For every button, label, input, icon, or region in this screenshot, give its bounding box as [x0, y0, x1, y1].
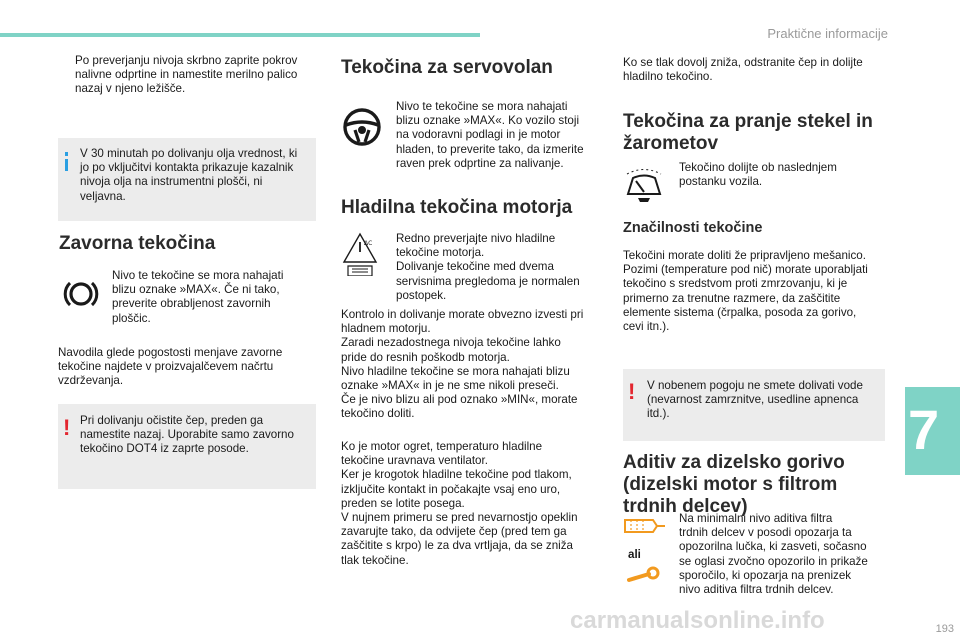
- info-text: V 30 minutah po dolivanju olja vrednost, ki jo po vključitvi kontakta prikazuje kazalnik nivoja olja na instrumentni plošči, ni veljavna.: [80, 147, 298, 203]
- power-steering-text: Nivo te tekočine se mora nahajati blizu oznake »MAX«. Ko vozilo stoji na vodoravni podlagi in je motor hladen, to preverite tako, da izmerite raven prek odprtine za nalivanje.: [396, 100, 584, 170]
- brake-warning-text: Pri dolivanju očistite čep, preden ga namestite nazaj. Uporabite samo zavorno tekočino DOT4 iz zaprte posode.: [80, 414, 294, 456]
- coolant-paragraph-1: Kontrolo in dolivanje morate obvezno izvesti pri hladnem motorju. Zaradi nezadostnega nivoja tekočine lahko pride do resnih poškodb motorja. Nivo hladilne tekočine se mora nahajati blizu oznake »MAX« in je ne sme nikoli preseči. Če je nivo blizu ali pod oznako »MIN«, morate tekočino doliti.: [341, 308, 584, 421]
- coolant-heading: Hladilna tekočina motorja: [341, 197, 573, 218]
- brake-fluid-heading: Zavorna tekočina: [59, 233, 216, 254]
- or-label: ali: [628, 548, 641, 561]
- washer-fluid-text: Tekočino dolijte ob naslednjem postanku vozila.: [679, 161, 837, 189]
- info-icon: [65, 152, 68, 156]
- brake-warning-box: [58, 404, 316, 489]
- coolant-level-icon: [342, 232, 378, 276]
- page-number: 193: [935, 623, 954, 635]
- coolant-paragraph-2: Ko je motor ogret, temperaturo hladilne tekočine uravnava ventilator. Ker je krogotok hladilne tekočine pod tlakom, izključite kontakt in počakajte vsaj eno uro, preden se lotite posega. V nujnem primeru se pred nevarnostjo opeklin zavarujte tako, da odvijete čep (pred tem ga zaščitite s krpo) le za dva vrtljaja, da se zniža tlak tekočine.: [341, 440, 578, 567]
- washer-fluid-heading: Tekočina za pranje stekel in žarometov: [623, 111, 873, 154]
- watermark: carmanualsonline.info: [570, 607, 825, 634]
- wrench-icon: [625, 566, 661, 588]
- warning-icon: !: [628, 379, 636, 404]
- info-box: [58, 138, 316, 221]
- diesel-additive-heading: Aditiv za dizelsko gorivo (dizelski motor s filtrom trdnih delcev): [623, 452, 845, 517]
- page-header-title: Praktične informacije: [767, 26, 888, 41]
- washer-icon: [624, 164, 664, 202]
- coolant-icon-text: Redno preverjajte nivo hladilne tekočine motorja. Dolivanje tekočine med dvema servisnima pregledoma je normalen postopek.: [396, 232, 580, 302]
- steering-wheel-icon: [341, 106, 383, 148]
- fluid-properties-heading: Značilnosti tekočine: [623, 220, 763, 236]
- coolant-continued-text: Ko se tlak dovolj zniža, odstranite čep in dolijte hladilno tekočino.: [623, 56, 863, 84]
- water-warning-box: [623, 369, 885, 441]
- svg-text:ΔC: ΔC: [364, 240, 373, 247]
- chapter-number: 7: [908, 398, 940, 461]
- brake-fluid-text: Nivo te tekočine se mora nahajati blizu oznake »MAX«. Če ni tako, preverite obrabljenost zavornih ploščic.: [112, 269, 284, 325]
- particle-filter-icon: [623, 512, 667, 540]
- bullet-text: Po preverjanju nivoja skrbno zaprite pokrov nalivne odprtine in namestite merilno palico nazaj v njeno ležišče.: [75, 54, 298, 96]
- fluid-properties-text: Tekočini morate doliti že pripravljeno mešanico. Pozimi (temperature pod nič) morate uporabljati tekočino s sredstvom proti zmrzovanju, ki je primerno za trenutne razmere, da zaščitite elemente sistema (črpalka, posoda za gorivo, cevi itn.).: [623, 249, 868, 334]
- brake-warning-icon: [62, 275, 100, 313]
- header-accent-bar: [0, 33, 480, 37]
- power-steering-heading: Tekočina za servovolan: [341, 57, 553, 78]
- brake-fluid-note: Navodila glede pogostosti menjave zavorne tekočine najdete v proizvajalčevem načrtu vzdrževanja.: [58, 346, 283, 388]
- warning-icon: !: [63, 415, 71, 440]
- diesel-additive-text: Na minimalni nivo aditiva filtra trdnih delcev v posodi opozarja ta opozorilna lučka, ki zasveti, sočasno se oglasi zvočno opozorilo in prikaže sporočilo, ki opozarja na prenizek nivo aditiva filtra trdnih delcev.: [679, 512, 868, 597]
- water-warning-text: V nobenem pogoju ne smete dolivati vode (nevarnost zamrznitve, usedline apnenca itd.).: [647, 379, 863, 421]
- info-icon-stem: [65, 159, 68, 171]
